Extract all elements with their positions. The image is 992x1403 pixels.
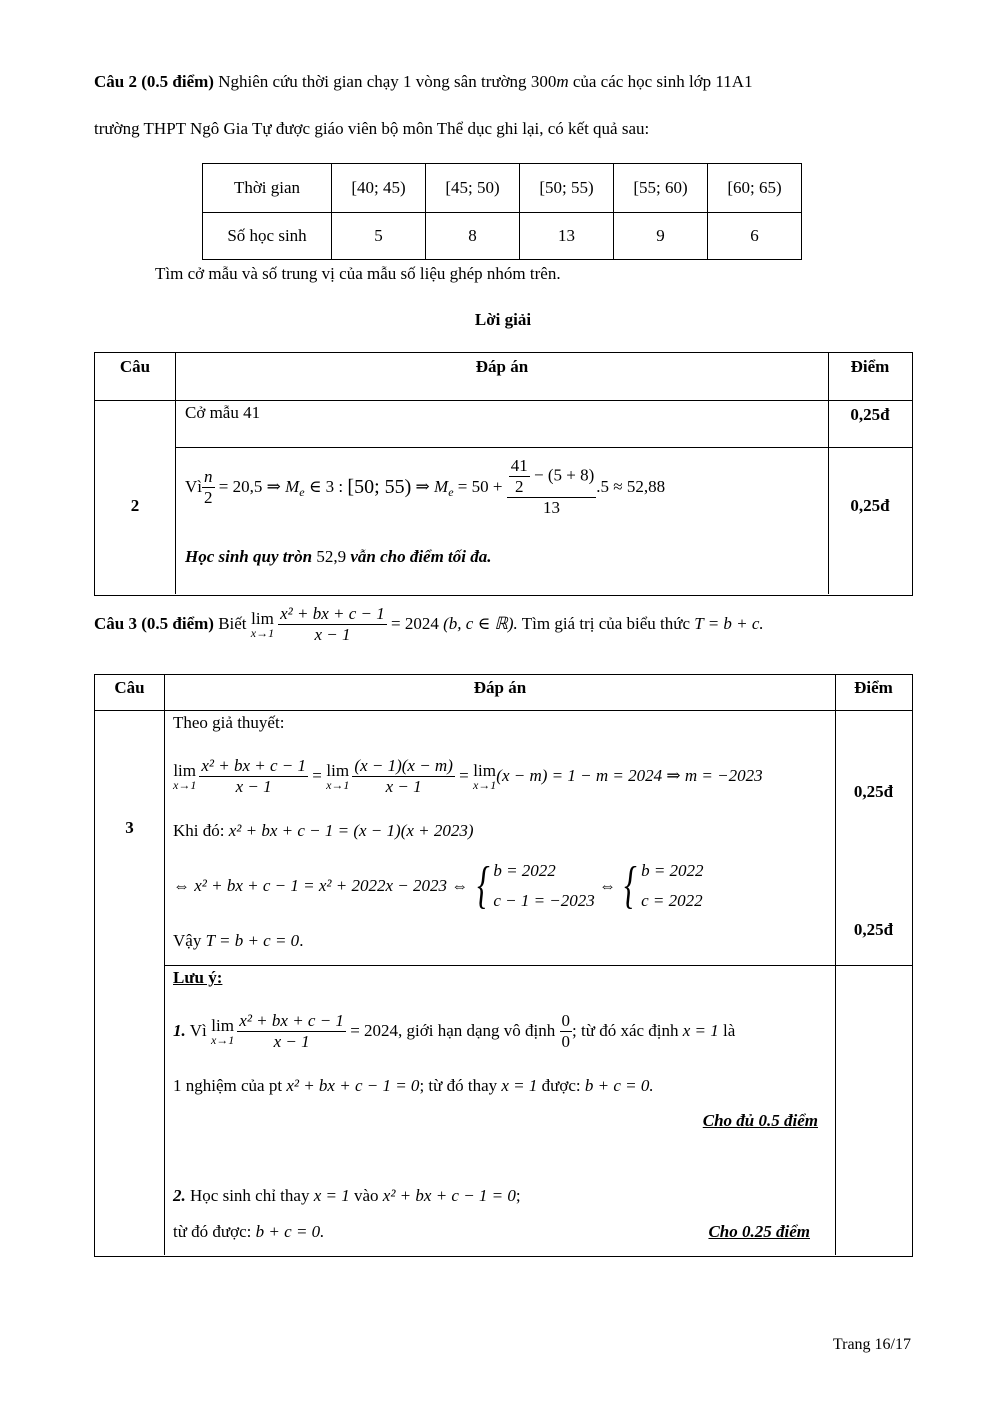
count-cell: 13 — [520, 213, 614, 260]
interval-cell: [50; 55) — [520, 164, 614, 213]
then-line: Khi đó: x² + bx + c − 1 = (x − 1)(x + 2023) — [173, 821, 474, 840]
count-cell: 6 — [708, 213, 802, 260]
award-partial: Cho 0.25 điểm — [708, 1222, 810, 1241]
table-row — [203, 213, 802, 260]
q2-heading: Câu 2 (0.5 điểm) — [94, 72, 214, 91]
note-heading: Lưu ý: — [173, 968, 223, 987]
note-2-line1: 2. Học sinh chỉ thay x = 1 vào x² + bx + c − 1 = 0; — [173, 1186, 521, 1205]
q2-line1: Câu 2 (0.5 điểm) Nghiên cứu thời gian chạy 1 vòng sân trường 300m của các học sinh lớp 11A1 — [94, 72, 753, 91]
question-number: 2 — [130, 496, 140, 515]
q3-heading: Câu 3 (0.5 điểm) — [94, 614, 214, 633]
points: 0,25đ — [850, 405, 890, 424]
page-number: Trang 16/17 — [832, 1336, 911, 1353]
data-table — [202, 163, 802, 260]
row-label-time: Thời gian — [203, 164, 332, 213]
q3-statement: Câu 3 (0.5 điểm) Biết lim x→1 $\frac{\text{x² + bx + c − 1}}{x - 1}$ = 2024 (b, c ∈ ℝ). Tìm giá trị của biểu thức T = b + c. — [94, 603, 764, 644]
table-row — [203, 164, 802, 213]
award-full: Cho đủ 0.5 điểm — [702, 1111, 818, 1130]
note-1-line2: 1 nghiệm của pt x² + bx + c − 1 = 0; từ đó thay x = 1 được: b + c = 0. — [173, 1076, 654, 1095]
hypothesis: Theo giả thuyết: — [173, 713, 285, 732]
interval-cell: [45; 50) — [426, 164, 520, 213]
interval-cell: [55; 60) — [614, 164, 708, 213]
interval-cell: [60; 65) — [708, 164, 802, 213]
header-cau: Câu — [114, 678, 145, 697]
interval-cell: [40; 45) — [332, 164, 426, 213]
system-solve: ⇔ x² + bx + c − 1 = x² + 2022x − 2023 ⇔ { b = 2022 c − 1 = −2023 ⇔ { b = 2022 c = 2022 — [173, 857, 704, 914]
conclusion: Vậy T = b + c = 0. — [173, 931, 304, 950]
points: 0,25đ — [850, 496, 890, 515]
header-dapan: Đáp án — [475, 357, 529, 376]
count-cell: 5 — [332, 213, 426, 260]
sample-size: Cở mẫu 41 — [185, 403, 261, 422]
rounding-note: Học sinh quy tròn 52,9 vẫn cho điểm tối đa. — [185, 547, 492, 566]
q2-task: Tìm cở mẫu và số trung vị của mẫu số liệu ghép nhóm trên. — [155, 264, 561, 283]
note-2-line2: từ đó được: b + c = 0. — [173, 1222, 325, 1241]
question-number: 3 — [125, 818, 134, 837]
note-1-line1: 1. Vì lim x→1 $\frac{\text{x² + bx + c − 1}}{x - 1}$ = 2024 , giới hạn dạng vô định $\frac{0}{0}$ ; từ đó xác định x = 1 là — [173, 1010, 736, 1051]
limit-computation: lim x→1 $\frac{\text{x² + bx + c − 1}}{x - 1}$ = lim x→1 $\frac{(x - 1)(x - m)}{x - 1}$ = lim x→1 (x − m) = 1 − m = 2024 ⇒ m = −2023 — [173, 755, 763, 796]
count-cell: 9 — [614, 213, 708, 260]
header-diem: Điểm — [850, 357, 890, 376]
count-cell: 8 — [426, 213, 520, 260]
q2-line2: trường THPT Ngô Gia Tự được giáo viên bộ môn Thể dục ghi lại, có kết quả sau: — [94, 119, 650, 138]
points: 0,25đ — [853, 920, 894, 939]
points: 0,25đ — [853, 782, 894, 801]
median-formula: Vì $\frac{n}{2}$ = 20,5 ⇒ M e ∈ 3 : [50; 55) ⇒ M e = 50 + $\frac{41}{2}$ − (5 + 8) 13 .5 ≈ 52,88 — [185, 456, 666, 517]
header-dapan: Đáp án — [473, 678, 527, 697]
row-label-students: Số học sinh — [203, 213, 332, 260]
solution-title: Lời giải — [474, 310, 532, 329]
header-diem: Điểm — [854, 678, 893, 697]
header-cau: Câu — [119, 357, 151, 376]
